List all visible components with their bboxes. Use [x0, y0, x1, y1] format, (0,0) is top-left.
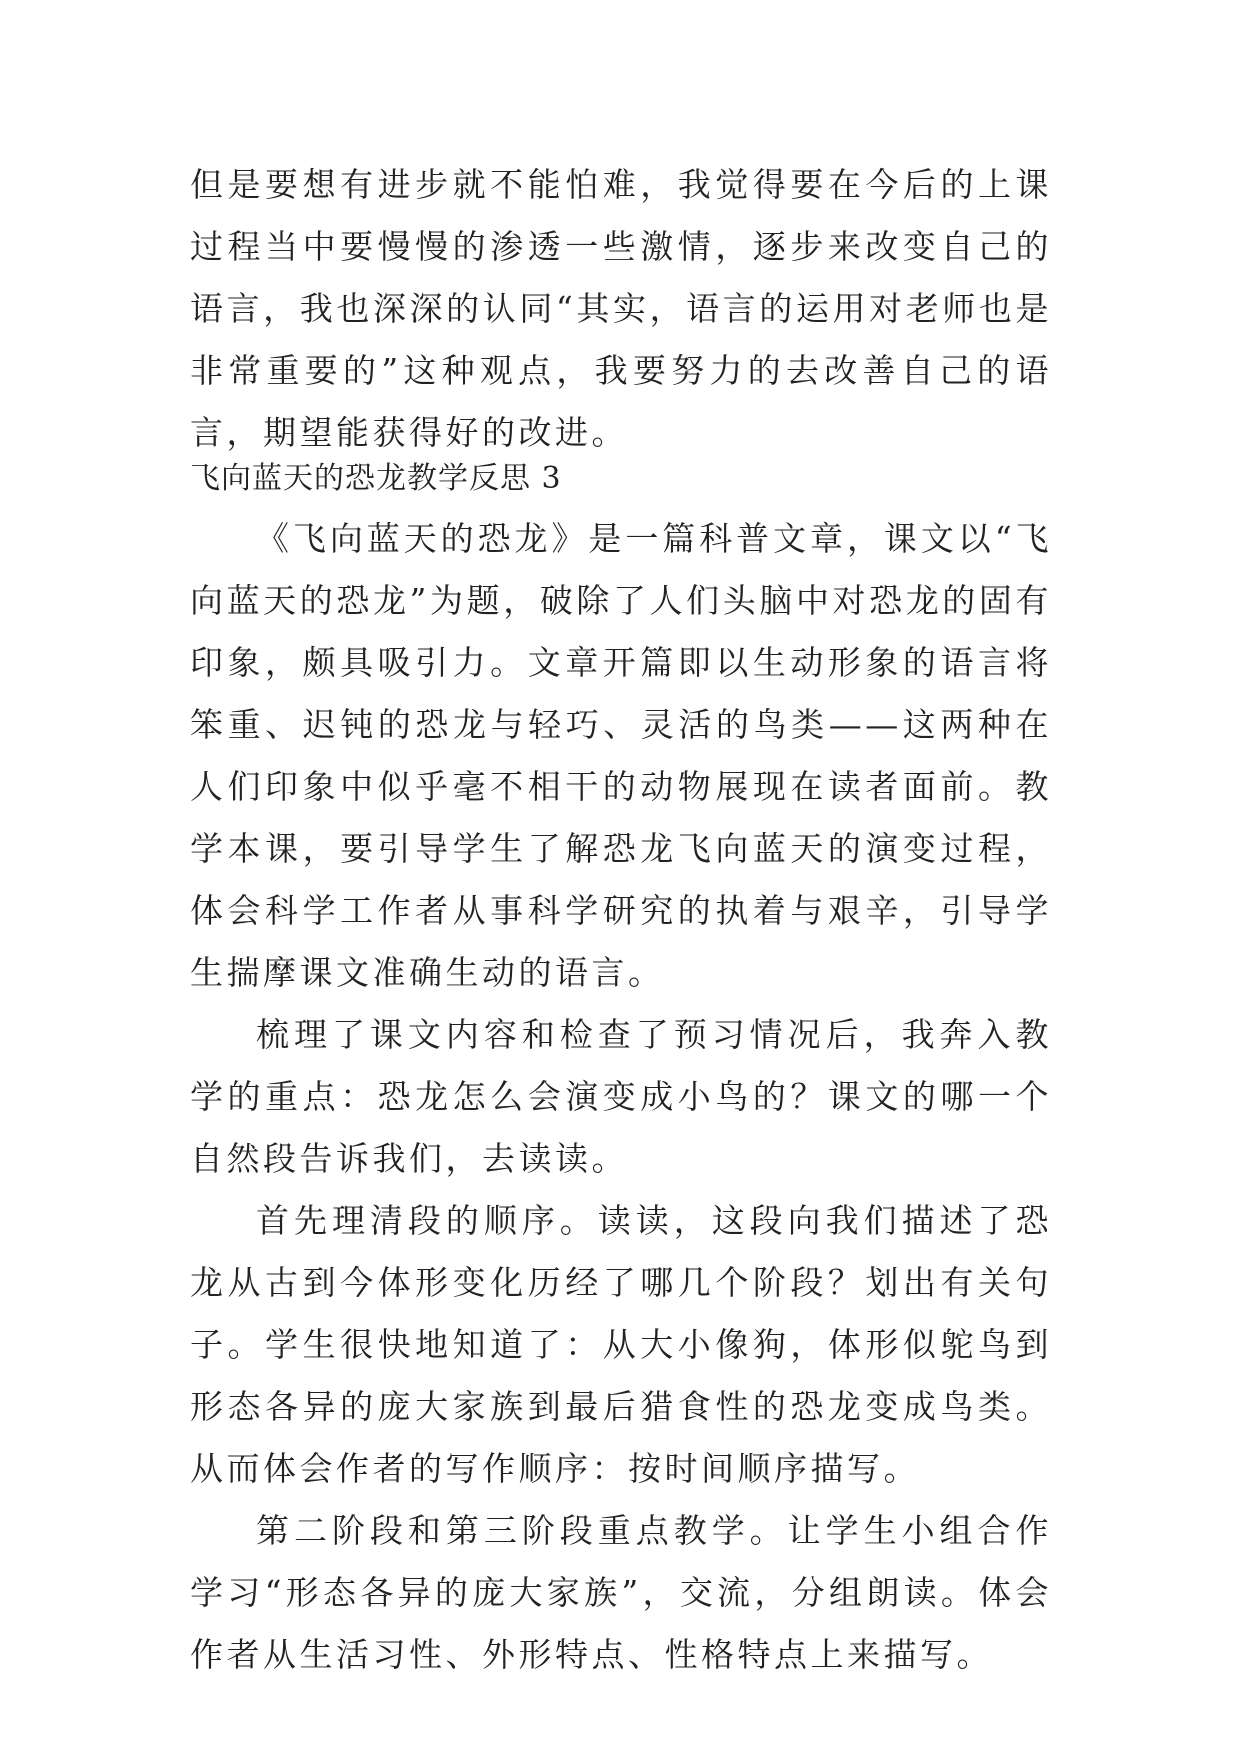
section-title: 飞向蓝天的恐龙教学反思 3	[190, 461, 562, 496]
continued-paragraph: 但是要想有进步就不能怕难，我觉得要在今后的上课过程当中要慢慢的渗透一些激情，逐步来改变自己的语言，我也深深的认同“其实，语言的运用对老师也是非常重要的”这种观点，我要努力的去改善自己的语言，期望能获得好的改进。	[190, 165, 1052, 452]
body-paragraph: 《飞向蓝天的恐龙》是一篇科普文章，课文以“飞向蓝天的恐龙”为题，破除了人们头脑中对恐龙的固有印象，颇具吸引力。文章开篇即以生动形象的语言将笨重、迟钝的恐龙与轻巧、灵活的鸟类——这两种在人们印象中似乎毫不相干的动物展现在读者面前。教学本课，要引导学生了解恐龙飞向蓝天的演变过程，体会科学工作者从事科学研究的执着与艰辛，引导学生揣摩课文准确生动的语言。	[190, 519, 1052, 992]
section-body	[190, 508, 1052, 1686]
continued-text-block	[190, 154, 1052, 464]
body-paragraph: 首先理清段的顺序。读读，这段向我们描述了恐龙从古到今体形变化历经了哪几个阶段？划出有关句子。学生很快地知道了：从大小像狗，体形似鸵鸟到形态各异的庞大家族到最后猎食性的恐龙变成鸟类。从而体会作者的写作顺序：按时间顺序描写。	[190, 1201, 1052, 1488]
section-heading-block	[190, 448, 1052, 510]
body-paragraph: 梳理了课文内容和检查了预习情况后，我奔入教学的重点：恐龙怎么会演变成小鸟的？课文的哪一个自然段告诉我们，去读读。	[190, 1015, 1052, 1178]
body-paragraph: 第二阶段和第三阶段重点教学。让学生小组合作学习“形态各异的庞大家族”，交流，分组朗读。体会作者从生活习性、外形特点、性格特点上来描写。	[190, 1511, 1052, 1674]
